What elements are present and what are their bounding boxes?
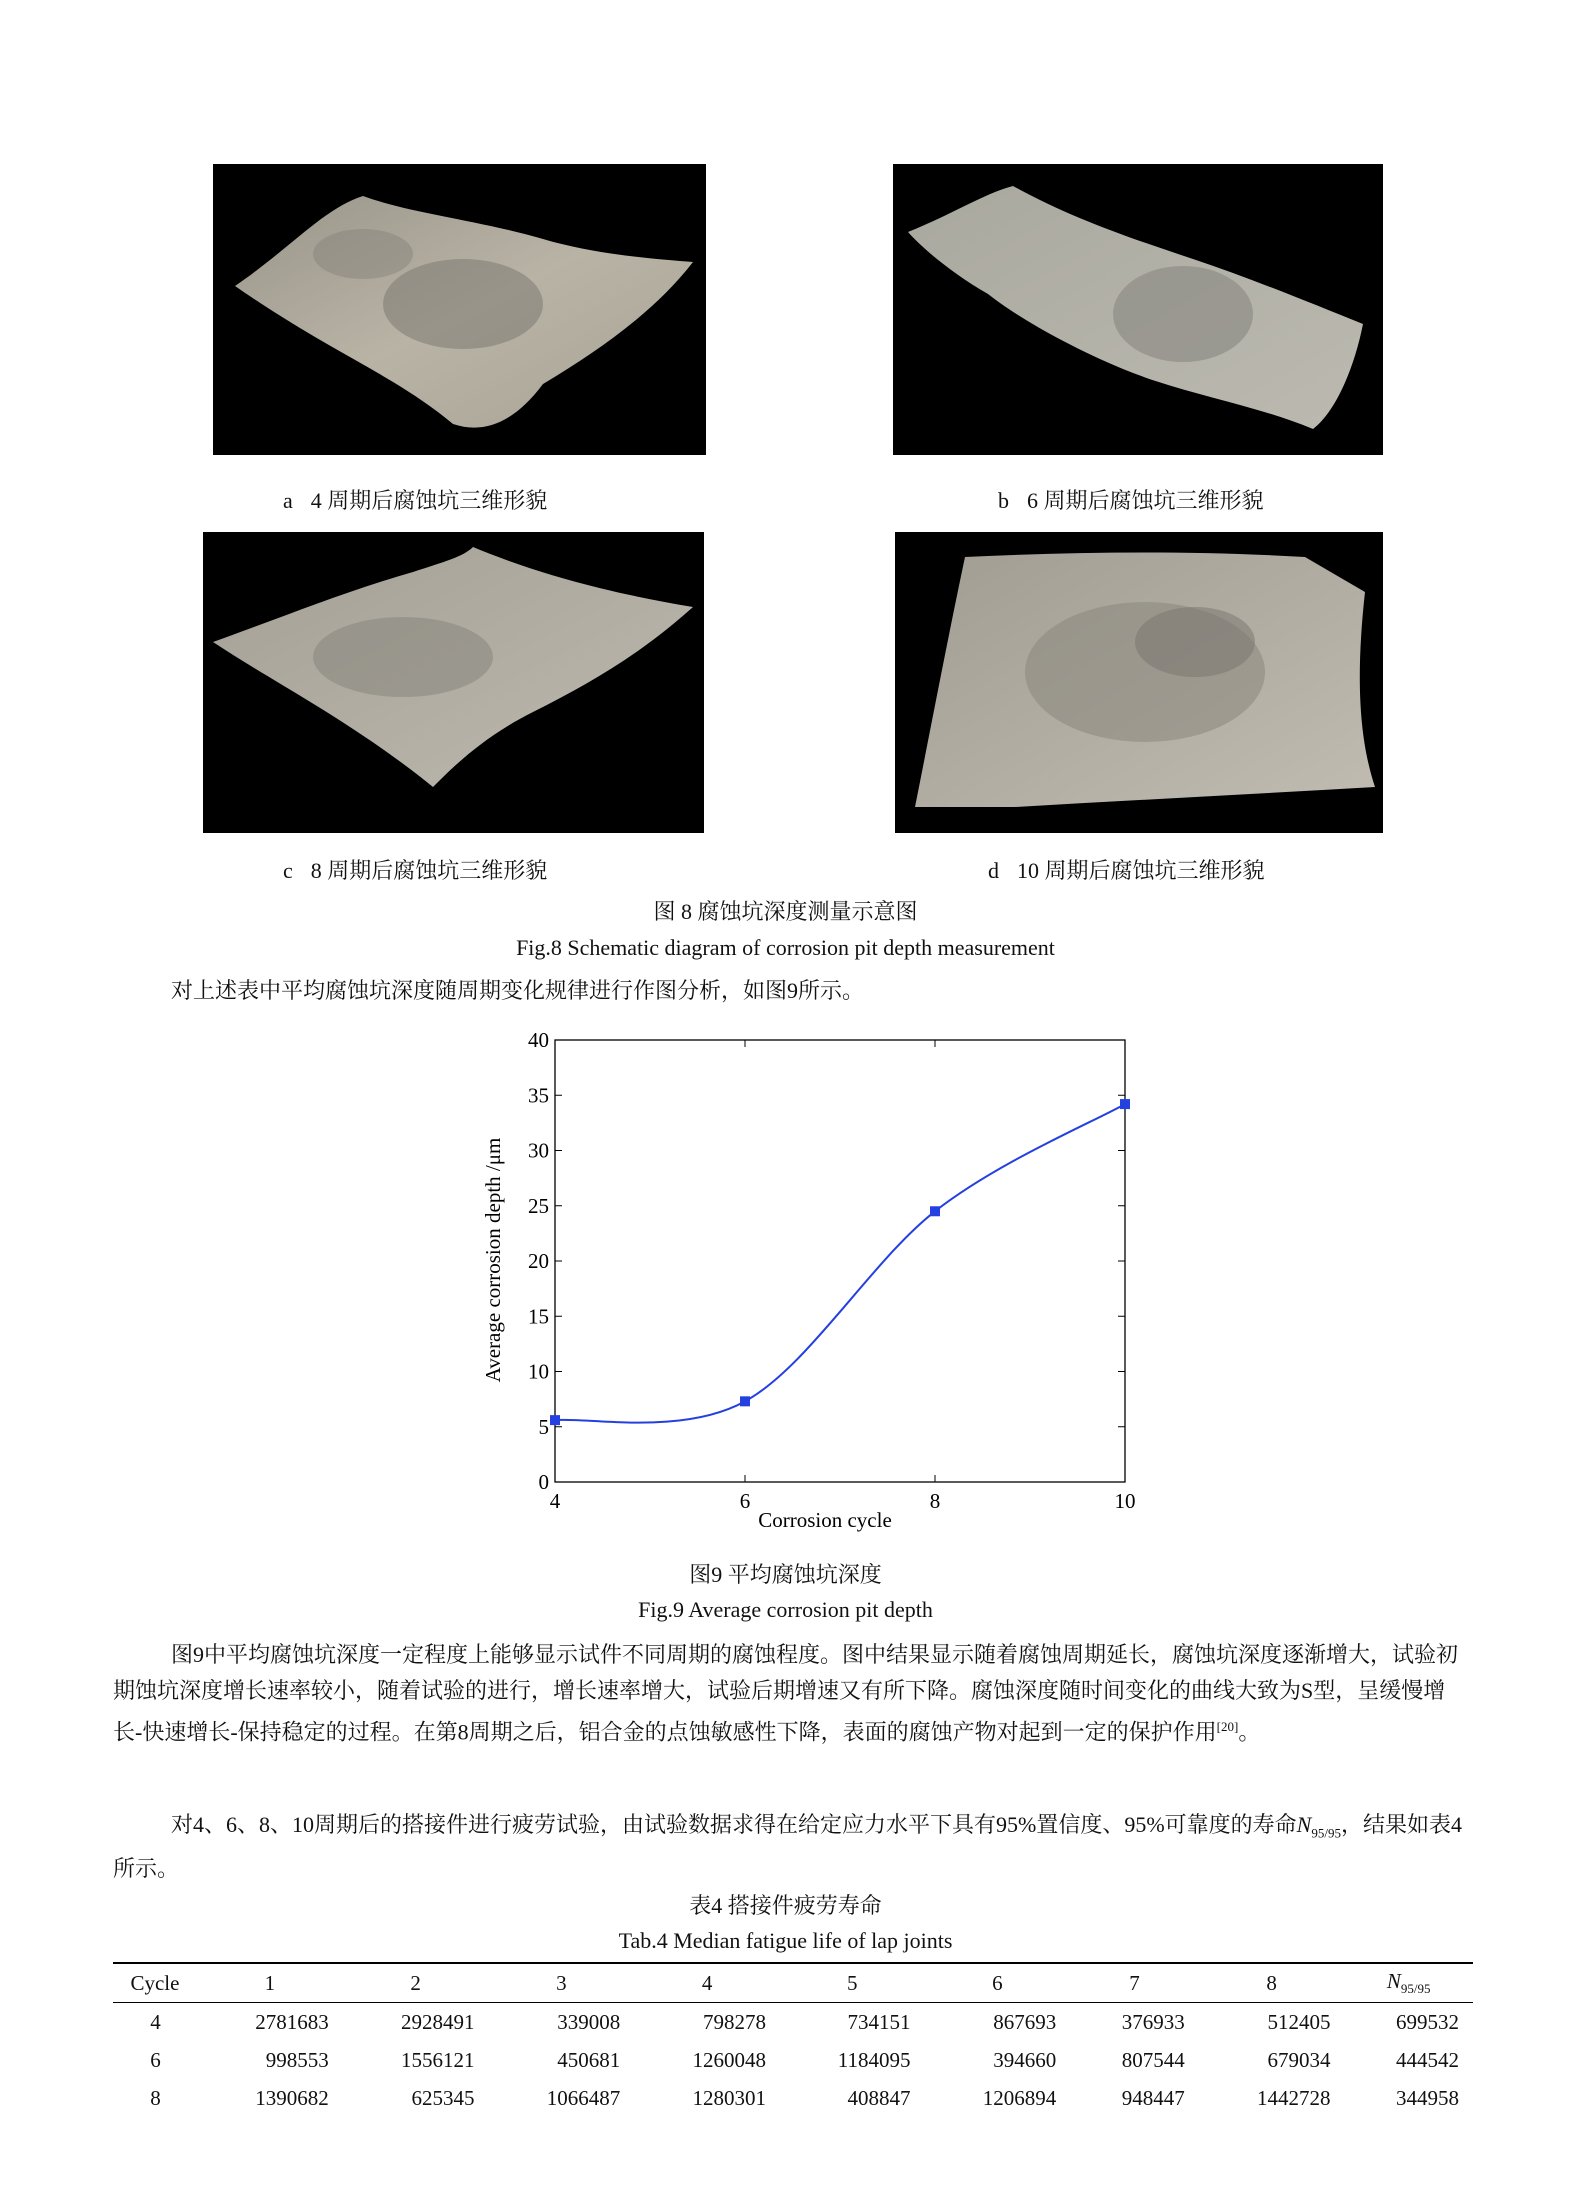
life-value-cell: 1556121 [400,2047,475,2072]
analysis-end: 。 [1238,1719,1261,1745]
life-value-cell: 699532 [1396,2009,1459,2034]
life-value-cell: 1184095 [837,2047,911,2072]
header-n-sub: 95/95 [1400,1981,1431,1997]
pit-3d-image-b [893,164,1383,455]
header-n95 [1344,1963,1473,2003]
pit-3d-image-a [213,164,706,455]
y-tick-label: 20 [528,1249,549,1273]
table-row [113,2079,1473,2117]
life-value-cell: 998553 [265,2047,329,2072]
intro-text: 对上述表中平均腐蚀坑深度随周期变化规律进行作图分析，如图9所示。 [171,978,865,1003]
y-tick-label: 35 [528,1083,549,1108]
table4-title-en: Tab.4 Median fatigue life of lap joints [618,1928,953,1953]
caption-a-letter: a [283,488,293,513]
figure9-title-cn: 图9 平均腐蚀坑深度 [689,1562,882,1587]
header-3: 3 [488,1963,634,2003]
data-point [740,1396,750,1406]
y-tick-label: 15 [528,1304,549,1329]
y-tick-label: 40 [528,1028,549,1052]
analysis-paragraph [113,1637,1473,1750]
table-row [113,2041,1473,2079]
caption-b-letter: b [998,488,1009,513]
life-value-cell: 408847 [847,2085,911,2110]
analysis-body: 图9中平均腐蚀坑深度一定程度上能够显示试件不同周期的腐蚀程度。图中结果显示随着腐蚀周期延长，腐蚀坑深度逐渐增大，试验初期蚀坑深度增长速率较小，随着试验的进行，增长速率增大，试验后期增速又有所下降。腐蚀深度随时间变化的曲线大致为S型，呈缓慢增长-快速增长-保持稳定的过程。在第8周期之后，铝合金的点蚀敏感性下降，表面的腐蚀产物对起到一定的保护作用 [113,1642,1459,1745]
life-value-cell: 444542 [1396,2047,1459,2072]
n-subscript: 95/95 [1311,1825,1341,1841]
x-tick-label: 6 [739,1489,751,1513]
data-point [550,1415,560,1425]
x-axis-label: Corrosion cycle [758,1508,892,1532]
life-value-cell: 1280301 [692,2085,766,2110]
figure9-chart [460,1025,1140,1535]
y-tick-label: 30 [528,1138,549,1163]
header-7: 7 [1070,1963,1198,2003]
data-point [1120,1099,1130,1109]
caption-a-text: 4 周期后腐蚀坑三维形貌 [310,488,548,513]
life-value-cell: 734151 [847,2009,911,2034]
life-value-cell: 450681 [557,2047,621,2072]
row-cycle-cell: 4 [150,2009,161,2034]
life-value-cell: 1260048 [692,2047,766,2072]
life-value-cell: 679034 [1267,2047,1331,2072]
header-1: 1 [197,1963,343,2003]
series-line [555,1104,1125,1423]
header-cycle: Cycle [113,1963,197,2003]
table4-title-cn: 表4 搭接件疲劳寿命 [689,1893,882,1918]
fatigue-life-table [113,1962,1473,2117]
figure8-title-en: Fig.8 Schematic diagram of corrosion pit depth measurement [516,935,1055,960]
life-value-cell: 394660 [993,2047,1057,2072]
figure9-title-en: Fig.9 Average corrosion pit depth [638,1597,933,1622]
table-header-row [113,1963,1473,2003]
pit-3d-image-d [895,532,1383,833]
header-5: 5 [780,1963,925,2003]
y-tick-label: 10 [528,1359,549,1384]
life-value-cell: 807544 [1121,2047,1185,2072]
plot-frame [555,1040,1125,1482]
x-tick-label: 10 [1114,1489,1136,1513]
caption-b-text: 6 周期后腐蚀坑三维形貌 [1027,488,1264,513]
y-tick-label: 25 [528,1193,549,1218]
header-4: 4 [634,1963,780,2003]
x-tick-label: 8 [929,1489,941,1513]
caption-a [283,484,547,515]
caption-c-letter: c [283,858,293,883]
y-axis-label: Average corrosion depth /μm [481,1137,505,1383]
life-value-cell: 1390682 [255,2085,329,2110]
fatigue-text [113,1807,1473,1887]
life-value-cell: 2781683 [255,2009,329,2034]
life-value-cell: 344958 [1396,2085,1459,2110]
header-n-symbol: N [1386,1968,1401,1993]
pit-3d-image-c [203,532,704,833]
life-value-cell: 376933 [1121,2009,1185,2034]
life-value-cell: 339008 [557,2009,621,2034]
intro-paragraph [113,973,1473,1009]
y-tick-label: 5 [538,1414,549,1439]
life-value-cell: 1442728 [1256,2085,1331,2110]
life-value-cell: 625345 [411,2085,475,2110]
row-cycle-cell: 6 [150,2047,161,2072]
row-cycle-cell: 8 [150,2085,161,2110]
life-value-cell: 512405 [1267,2009,1331,2034]
life-value-cell: 867693 [993,2009,1057,2034]
caption-d-letter: d [988,858,999,883]
analysis-text [113,1637,1473,1750]
caption-c-text: 8 周期后腐蚀坑三维形貌 [310,858,548,883]
life-value-cell: 1066487 [546,2085,621,2110]
y-tick-label: 0 [538,1470,549,1494]
life-value-cell: 948447 [1121,2085,1185,2110]
header-6: 6 [924,1963,1070,2003]
chart-svg [460,1025,1140,1535]
figure8-title-cn: 图 8 腐蚀坑深度测量示意图 [653,899,918,924]
caption-d [988,854,1265,885]
fatigue-text-a: 对4、6、8、10周期后的搭接件进行疲劳试验，由试验数据求得在给定应力水平下具有95%置信度、95%可靠度的寿命 [171,1812,1297,1837]
n-symbol: N [1296,1812,1312,1837]
data-point [930,1206,940,1216]
life-value-cell: 2928491 [400,2009,475,2034]
header-8: 8 [1199,1963,1345,2003]
caption-d-text: 10 周期后腐蚀坑三维形貌 [1017,858,1265,883]
x-tick-label: 4 [549,1489,561,1513]
caption-b [998,484,1264,515]
fatigue-text-b: ，结果如表4所示。 [113,1812,1462,1882]
table-row [113,2003,1473,2042]
life-value-cell: 1206894 [982,2085,1057,2110]
header-2: 2 [343,1963,489,2003]
reference-20: [20] [1216,1719,1239,1734]
caption-c [283,854,547,885]
fatigue-paragraph [113,1807,1473,1887]
life-value-cell: 798278 [702,2009,766,2034]
